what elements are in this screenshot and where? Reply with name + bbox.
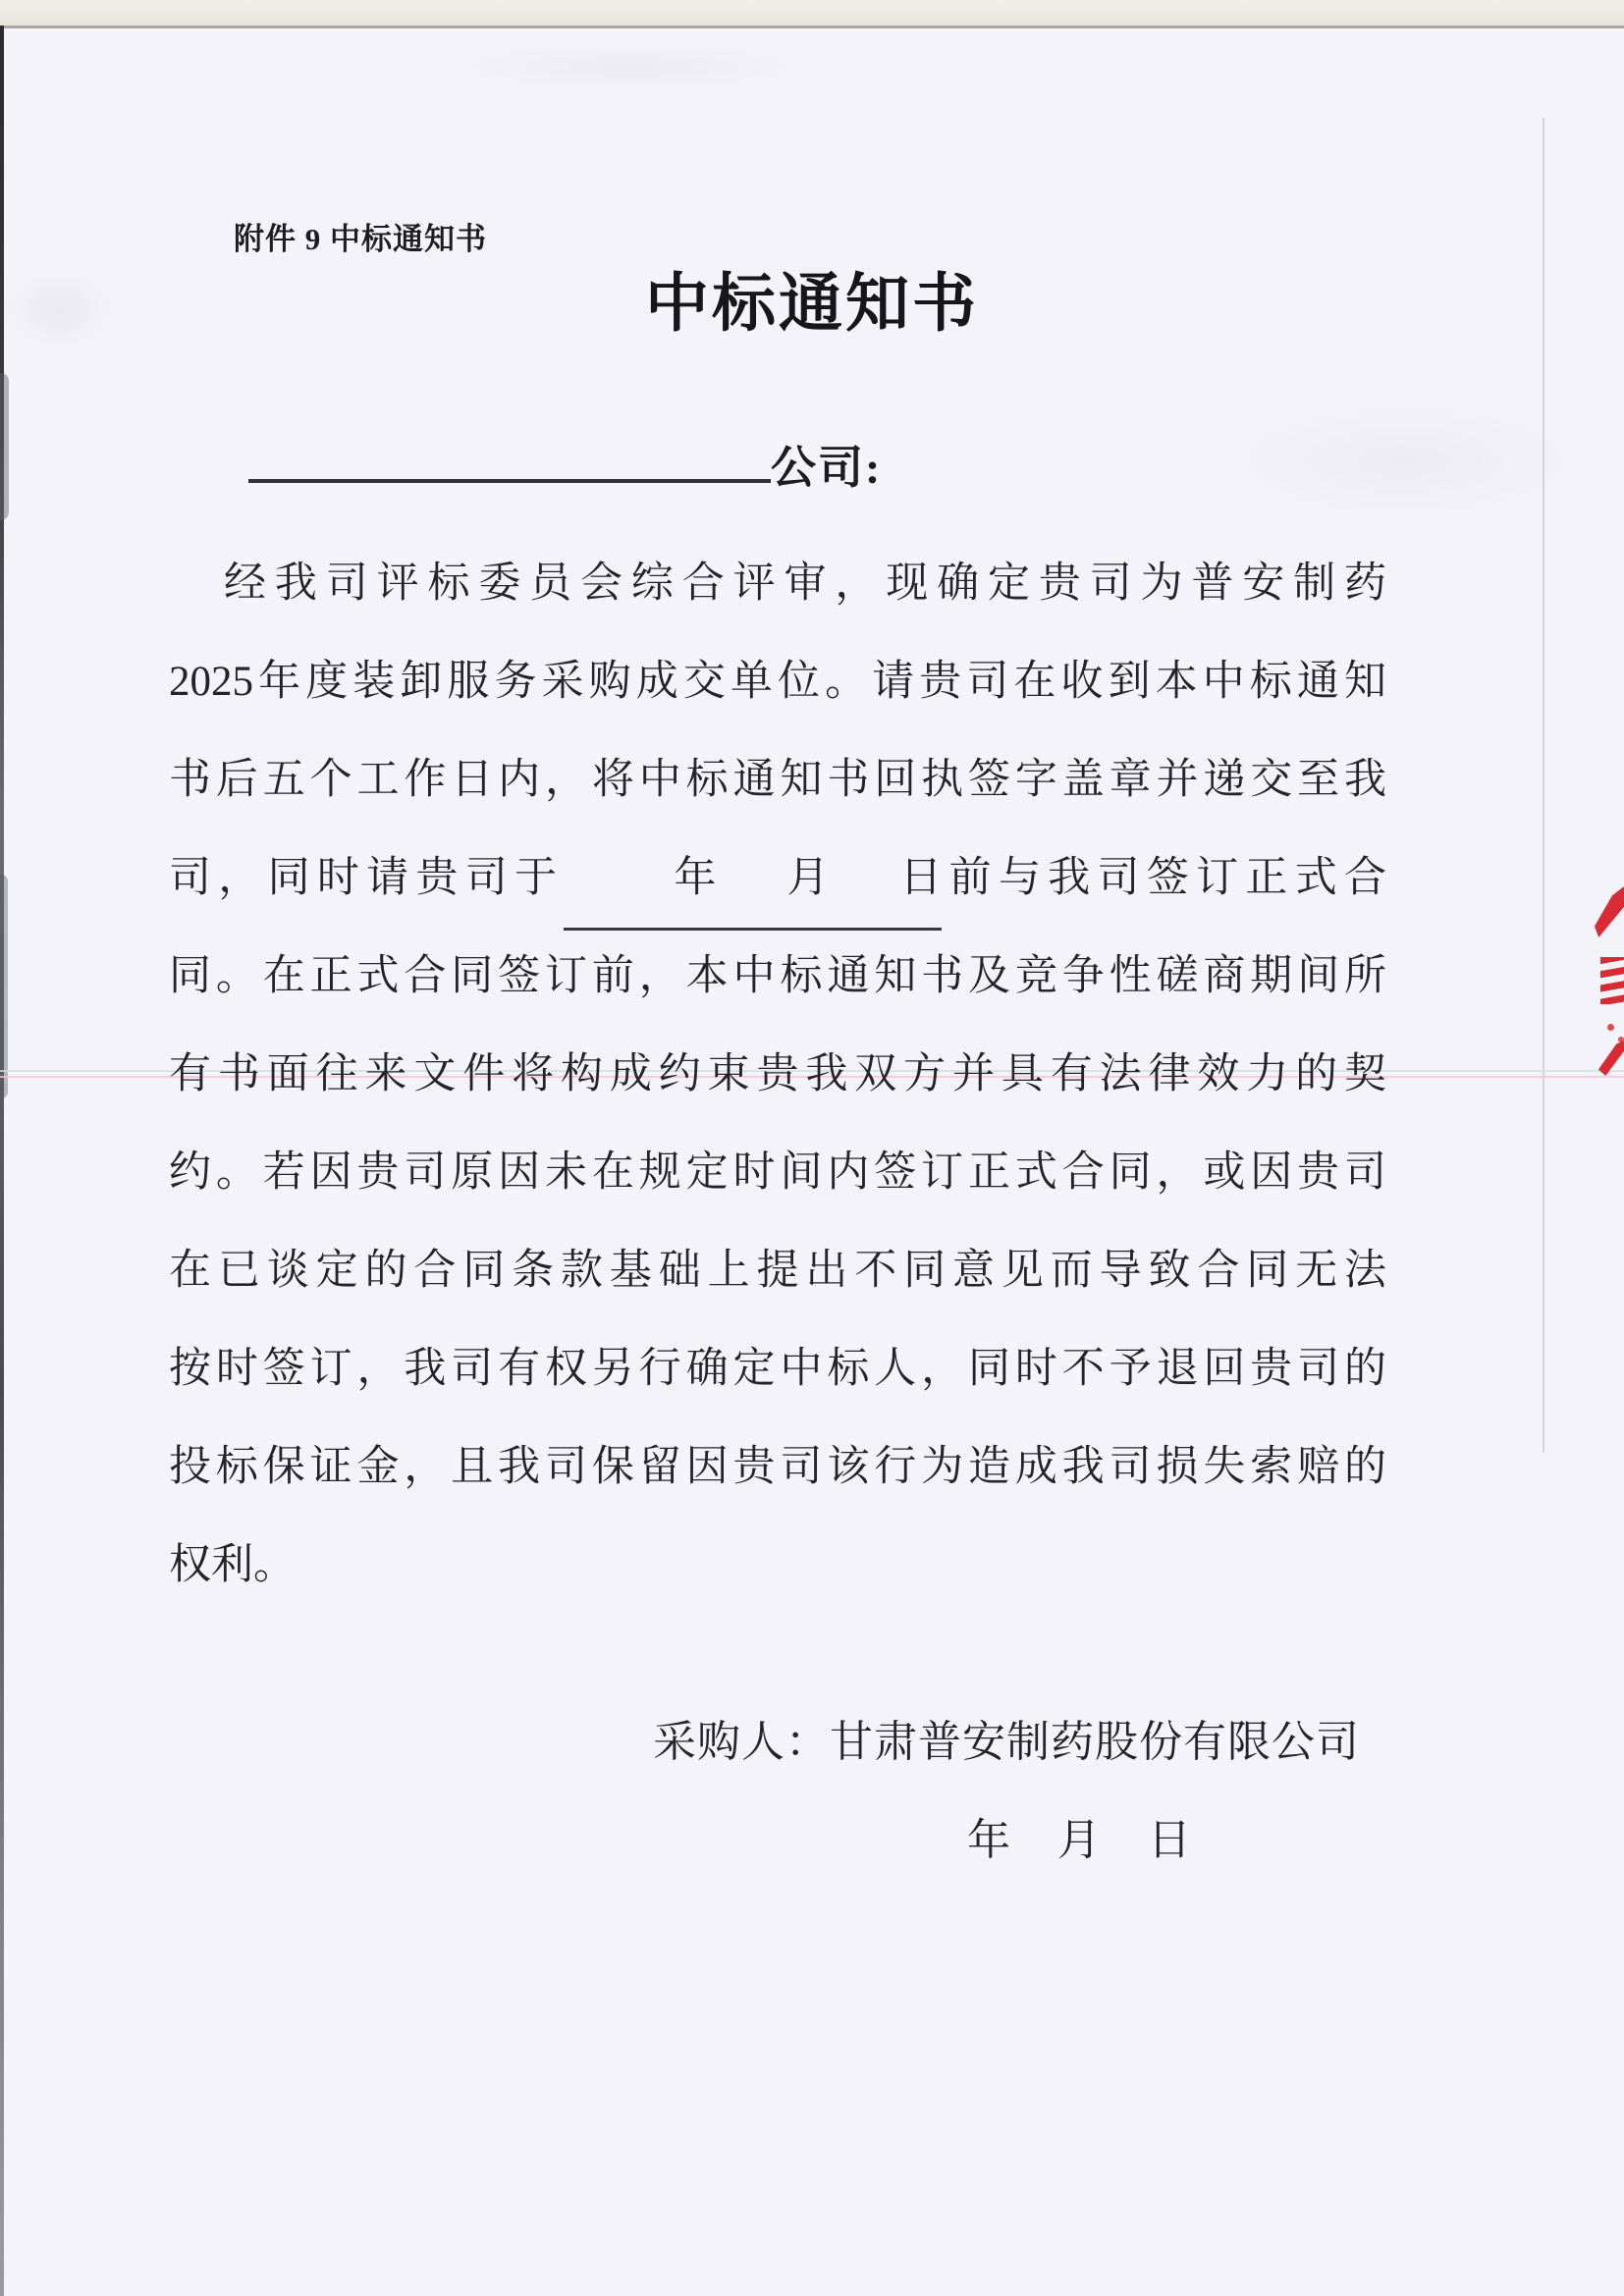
blank-month-label: 月 [786,855,830,901]
attachment-label: 附件 9 中标通知书 [234,222,487,256]
body-line: 约。若因贵司原因未在规定时间内签订正式合同，或因贵司 [169,1149,1386,1196]
red-stamp-fragment [1595,886,1624,937]
company-label: 公司: [771,443,883,493]
signature-purchaser-line: 采购人：甘肃普安制药股份有限公司 [653,1718,1360,1766]
body-line: 投标保证金，且我司保留因贵司该行为造成我司损失索赔的 [169,1444,1386,1490]
date-year-label: 年 [967,1816,1010,1864]
scan-left-edge [0,26,4,2296]
body-line: 权利。 [169,1542,296,1588]
contract-date-blank-underline [564,829,942,931]
scan-left-smudge [0,874,8,1099]
body-line: 书后五个工作日内，将中标通知书回执签字盖章并递交至我 [169,757,1386,803]
body-line: 经我司评标委员会综合评审，现确定贵司为普安制药 [224,561,1386,607]
document-title: 中标通知书 [644,269,979,340]
body-line: 2025年度装卸服务采购成交单位。请贵司在收到本中标通知 [169,659,1386,705]
body-line: 按时签订，我司有权另行确定中标人，同时不予退回贵司的 [169,1346,1386,1392]
scan-top-band [0,0,1624,28]
line4-post-text: 前与我司签订正式合 [942,855,1387,901]
body-line-date-blank [169,829,1386,928]
salutation-line [248,440,882,501]
scan-smudge [422,37,835,96]
scan-left-smudge [0,373,9,520]
scan-smudge [1198,393,1610,530]
company-name-blank-underline [248,475,771,483]
date-month-label: 月 [1057,1816,1101,1864]
date-day-label: 日 [1148,1816,1191,1864]
body-line: 有书面往来文件将构成约束贵我双方并具有法律效力的契 [169,1051,1386,1097]
blank-year-label: 年 [674,855,717,901]
signature-date-line [967,1804,1191,1867]
line4-pre-text: 司，同时请贵司于 [169,855,565,901]
body-line: 在已谈定的合同条款基础上提出不同意见而导致合同无法 [169,1248,1386,1294]
red-stamp-fragment [1607,1024,1614,1031]
body-paragraph [169,535,1386,1615]
blank-day-label: 日 [899,855,943,901]
body-line: 同。在正式合同签订前，本中标通知书及竞争性磋商期间所 [169,953,1386,999]
red-stamp-fragment [1600,957,1624,1004]
